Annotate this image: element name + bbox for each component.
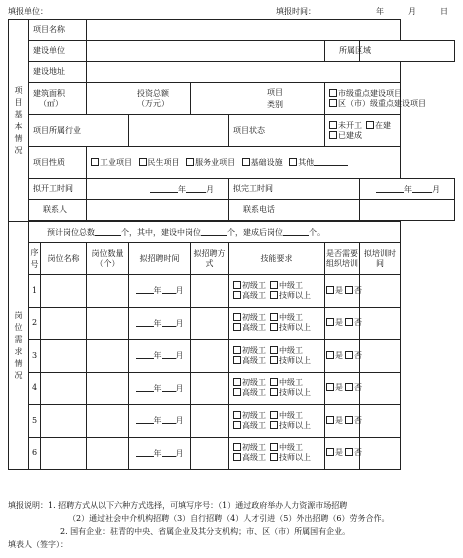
train-no-checkbox[interactable] bbox=[345, 318, 353, 326]
skill-senior-checkbox[interactable] bbox=[233, 421, 241, 429]
jobs-summary bbox=[29, 222, 401, 243]
recruit-month: 月 bbox=[175, 383, 184, 393]
skill-junior-label: 初级工 bbox=[242, 378, 266, 388]
skill-junior-label: 初级工 bbox=[242, 345, 266, 355]
job-count-field[interactable] bbox=[87, 275, 129, 308]
category-options bbox=[325, 83, 426, 115]
job-name-field[interactable] bbox=[41, 307, 87, 340]
nature-livelihood-checkbox[interactable] bbox=[139, 158, 147, 166]
train-no-checkbox[interactable] bbox=[345, 448, 353, 456]
building-jobs-field[interactable] bbox=[201, 227, 227, 236]
train-no-label: 否 bbox=[354, 448, 362, 458]
row-number: 5 bbox=[29, 405, 41, 438]
contact-label: 联系人 bbox=[29, 200, 87, 221]
basic-section-label: 项目基本情况 bbox=[9, 20, 29, 222]
job-name-field[interactable] bbox=[41, 437, 87, 470]
category-label: 项目类别 bbox=[191, 83, 325, 115]
train-time-field[interactable] bbox=[360, 405, 401, 438]
invest-label: 投资总额 bbox=[137, 88, 169, 98]
status-opt2-label: 在建 bbox=[375, 120, 391, 130]
skill-options bbox=[229, 307, 325, 340]
skill-tech-label: 技师以上 bbox=[279, 323, 311, 333]
recruit-month: 月 bbox=[175, 416, 184, 426]
skill-options bbox=[229, 275, 325, 308]
skill-tech-checkbox[interactable] bbox=[270, 323, 278, 331]
col-header-skill: 技能要求 bbox=[229, 243, 325, 275]
finish-time-field[interactable] bbox=[360, 179, 455, 200]
train-time-field[interactable] bbox=[360, 437, 401, 470]
skill-mid-label: 中级工 bbox=[279, 410, 303, 420]
skill-senior-label: 高级工 bbox=[242, 290, 266, 300]
fill-time-label: 填报时间： bbox=[276, 7, 316, 16]
start-year: 年 bbox=[178, 184, 186, 194]
train-no-checkbox[interactable] bbox=[345, 351, 353, 359]
train-options bbox=[325, 275, 360, 308]
job-demand-form bbox=[8, 19, 455, 470]
status-not-started-checkbox[interactable] bbox=[329, 121, 337, 129]
recruit-year: 年 bbox=[153, 351, 162, 361]
skill-tech-label: 技师以上 bbox=[279, 420, 311, 430]
nature-options bbox=[87, 147, 401, 179]
category-district-checkbox[interactable] bbox=[329, 99, 337, 107]
train-no-label: 否 bbox=[354, 285, 362, 295]
recruit-month: 月 bbox=[175, 286, 184, 296]
skill-junior-checkbox[interactable] bbox=[233, 313, 241, 321]
recruit-method-field[interactable] bbox=[191, 275, 229, 308]
job-row bbox=[9, 275, 455, 308]
industry-label: 项目所属行业 bbox=[29, 115, 129, 147]
skill-mid-label: 中级工 bbox=[279, 378, 303, 388]
recruit-time-field[interactable] bbox=[129, 372, 191, 405]
train-no-checkbox[interactable] bbox=[345, 416, 353, 424]
job-row bbox=[9, 340, 455, 373]
train-yes-label: 是 bbox=[335, 383, 343, 393]
skill-senior-checkbox[interactable] bbox=[233, 323, 241, 331]
recruit-time-field[interactable] bbox=[129, 405, 191, 438]
col-header-name: 岗位名称 bbox=[41, 243, 87, 275]
skill-mid-checkbox[interactable] bbox=[270, 281, 278, 289]
train-yes-checkbox[interactable] bbox=[326, 383, 334, 391]
skill-options bbox=[229, 340, 325, 373]
skill-mid-label: 中级工 bbox=[279, 280, 303, 290]
recruit-time-field[interactable] bbox=[129, 437, 191, 470]
job-name-field[interactable] bbox=[41, 340, 87, 373]
recruit-year: 年 bbox=[153, 448, 162, 458]
skill-tech-checkbox[interactable] bbox=[270, 388, 278, 396]
job-count-field[interactable] bbox=[87, 307, 129, 340]
header-year: 年 bbox=[376, 7, 384, 16]
nature-other-field[interactable] bbox=[314, 157, 348, 166]
skill-senior-checkbox[interactable] bbox=[233, 453, 241, 461]
nature-service-checkbox[interactable] bbox=[186, 158, 194, 166]
row-number: 1 bbox=[29, 275, 41, 308]
job-name-field[interactable] bbox=[41, 405, 87, 438]
skill-junior-label: 初级工 bbox=[242, 280, 266, 290]
category-city-checkbox[interactable] bbox=[329, 89, 337, 97]
finish-time-label: 拟完工时间 bbox=[229, 179, 360, 200]
train-yes-label: 是 bbox=[335, 448, 343, 458]
job-name-field[interactable] bbox=[41, 275, 87, 308]
train-time-field[interactable] bbox=[360, 307, 401, 340]
recruit-month: 月 bbox=[175, 351, 184, 361]
recruit-method-field[interactable] bbox=[191, 340, 229, 373]
phone-field[interactable] bbox=[360, 200, 455, 221]
skill-tech-checkbox[interactable] bbox=[270, 453, 278, 461]
address-field[interactable] bbox=[87, 62, 401, 83]
nature-opt-industry: 工业项目 bbox=[100, 158, 132, 167]
job-name-field[interactable] bbox=[41, 372, 87, 405]
skill-tech-checkbox[interactable] bbox=[270, 291, 278, 299]
train-options bbox=[325, 307, 360, 340]
nature-industry-checkbox[interactable] bbox=[91, 158, 99, 166]
train-no-checkbox[interactable] bbox=[345, 286, 353, 294]
skill-options bbox=[229, 405, 325, 438]
skill-options bbox=[229, 372, 325, 405]
skill-senior-label: 高级工 bbox=[242, 388, 266, 398]
skill-tech-checkbox[interactable] bbox=[270, 421, 278, 429]
recruit-time-field[interactable] bbox=[129, 340, 191, 373]
train-yes-checkbox[interactable] bbox=[326, 318, 334, 326]
nature-opt-service: 服务业项目 bbox=[195, 158, 236, 167]
train-options bbox=[325, 437, 360, 470]
train-no-label: 否 bbox=[354, 383, 362, 393]
notes-line2: （2）通过社会中介机构招聘（3）自行招聘（4）人才引进（5）外出招聘（6）劳务合作。 bbox=[68, 514, 390, 523]
skill-tech-label: 技师以上 bbox=[279, 290, 311, 300]
status-building-checkbox[interactable] bbox=[366, 121, 374, 129]
invest-unit: （万元） bbox=[137, 98, 169, 108]
skill-tech-label: 技师以上 bbox=[279, 355, 311, 365]
job-row bbox=[9, 372, 455, 405]
region-label: 所属区域 bbox=[325, 41, 360, 62]
finish-month: 月 bbox=[432, 184, 440, 194]
col-header-train-time: 拟培训时间 bbox=[360, 243, 401, 275]
address-label: 建设地址 bbox=[29, 62, 87, 83]
col-header-count: 岗位数量（个） bbox=[87, 243, 129, 275]
train-options bbox=[325, 372, 360, 405]
header-month: 月 bbox=[408, 7, 416, 16]
train-time-field[interactable] bbox=[360, 372, 401, 405]
finish-year: 年 bbox=[404, 184, 412, 194]
skill-junior-label: 初级工 bbox=[242, 443, 266, 453]
row-number: 2 bbox=[29, 307, 41, 340]
skill-junior-checkbox[interactable] bbox=[233, 378, 241, 386]
skill-senior-checkbox[interactable] bbox=[233, 356, 241, 364]
train-options bbox=[325, 340, 360, 373]
skill-senior-label: 高级工 bbox=[242, 355, 266, 365]
recruit-method-field[interactable] bbox=[191, 307, 229, 340]
area-label: 建筑面积 bbox=[33, 88, 65, 98]
job-row bbox=[9, 307, 455, 340]
category-opt2-label: 区（市）级重点建设项目 bbox=[338, 98, 426, 108]
skill-tech-checkbox[interactable] bbox=[270, 356, 278, 364]
build-unit-field[interactable] bbox=[87, 41, 325, 62]
start-time-field[interactable] bbox=[87, 179, 229, 200]
skill-mid-checkbox[interactable] bbox=[270, 411, 278, 419]
recruit-method-field[interactable] bbox=[191, 437, 229, 470]
skill-senior-checkbox[interactable] bbox=[233, 388, 241, 396]
train-time-field[interactable] bbox=[360, 275, 401, 308]
recruit-year: 年 bbox=[153, 383, 162, 393]
recruit-month: 月 bbox=[175, 318, 184, 328]
notes-line3: 2. 国有企业：驻青的中央、省属企业及其分支机构；市、区（市）所属国有企业。 bbox=[60, 527, 351, 536]
train-no-label: 否 bbox=[354, 318, 362, 328]
skill-mid-checkbox[interactable] bbox=[270, 313, 278, 321]
nature-opt-infra: 基础设施 bbox=[250, 158, 283, 167]
skill-options bbox=[229, 437, 325, 470]
status-options bbox=[325, 115, 401, 147]
build-unit-label: 建设单位 bbox=[29, 41, 87, 62]
skill-tech-label: 技师以上 bbox=[279, 388, 311, 398]
job-count-field[interactable] bbox=[87, 405, 129, 438]
job-count-field[interactable] bbox=[87, 437, 129, 470]
row-number: 3 bbox=[29, 340, 41, 373]
status-opt3-label: 已建成 bbox=[338, 130, 362, 140]
skill-mid-checkbox[interactable] bbox=[270, 378, 278, 386]
invest-cell[interactable] bbox=[87, 83, 191, 115]
notes-line1: 填报说明：1. 招聘方式从以下六种方式选择，可填写序号：（1）通过政府举办人力资源市场招聘 bbox=[8, 501, 348, 510]
train-yes-label: 是 bbox=[335, 318, 343, 328]
status-label: 项目状态 bbox=[229, 115, 325, 147]
job-count-field[interactable] bbox=[87, 340, 129, 373]
skill-junior-checkbox[interactable] bbox=[233, 443, 241, 451]
col-header-train: 是否需要组织培训 bbox=[325, 243, 360, 275]
status-completed-checkbox[interactable] bbox=[329, 131, 337, 139]
form-header bbox=[8, 6, 455, 18]
project-name-field[interactable] bbox=[87, 20, 401, 41]
recruit-year: 年 bbox=[153, 286, 162, 296]
train-yes-checkbox[interactable] bbox=[326, 286, 334, 294]
area-cell bbox=[29, 83, 87, 115]
after-jobs-field[interactable] bbox=[283, 227, 309, 236]
skill-junior-checkbox[interactable] bbox=[233, 411, 241, 419]
recruit-year: 年 bbox=[153, 318, 162, 328]
skill-junior-checkbox[interactable] bbox=[233, 281, 241, 289]
skill-mid-label: 中级工 bbox=[279, 345, 303, 355]
recruit-year: 年 bbox=[153, 416, 162, 426]
phone-label: 联系电话 bbox=[229, 200, 360, 221]
start-month: 月 bbox=[206, 184, 214, 194]
summary-building-label: 个，其中，建设中岗位 bbox=[121, 227, 201, 237]
skill-senior-label: 高级工 bbox=[242, 420, 266, 430]
skill-mid-label: 中级工 bbox=[279, 443, 303, 453]
train-yes-checkbox[interactable] bbox=[326, 351, 334, 359]
fill-unit-label: 填报单位： bbox=[8, 7, 48, 16]
summary-after-label: 个，建成后岗位 bbox=[227, 227, 283, 237]
row-number: 4 bbox=[29, 372, 41, 405]
total-jobs-field[interactable] bbox=[95, 227, 121, 236]
train-no-label: 否 bbox=[354, 415, 362, 425]
recruit-method-field[interactable] bbox=[191, 405, 229, 438]
jobs-section-label: 岗位需求情况 bbox=[9, 222, 29, 470]
job-row bbox=[9, 437, 455, 470]
train-yes-label: 是 bbox=[335, 350, 343, 360]
summary-total-label: 预计岗位总数 bbox=[47, 227, 95, 237]
col-header-method: 拟招聘方式 bbox=[191, 243, 229, 275]
train-time-field[interactable] bbox=[360, 340, 401, 373]
signer-label: 填表人（签字）： bbox=[8, 540, 68, 549]
region-field[interactable] bbox=[360, 41, 455, 62]
skill-tech-label: 技师以上 bbox=[279, 453, 311, 463]
skill-junior-checkbox[interactable] bbox=[233, 346, 241, 354]
fill-instructions bbox=[8, 499, 455, 551]
skill-senior-checkbox[interactable] bbox=[233, 291, 241, 299]
train-options bbox=[325, 405, 360, 438]
job-row bbox=[9, 405, 455, 438]
nature-other-checkbox[interactable] bbox=[289, 158, 297, 166]
train-yes-checkbox[interactable] bbox=[326, 416, 334, 424]
skill-mid-label: 中级工 bbox=[279, 313, 303, 323]
train-yes-label: 是 bbox=[335, 285, 343, 295]
nature-infra-checkbox[interactable] bbox=[242, 158, 250, 166]
job-count-field[interactable] bbox=[87, 372, 129, 405]
recruit-time-field[interactable] bbox=[129, 275, 191, 308]
industry-field[interactable] bbox=[129, 115, 229, 147]
col-header-no: 序号 bbox=[29, 243, 41, 275]
recruit-month: 月 bbox=[175, 448, 184, 458]
skill-junior-label: 初级工 bbox=[242, 313, 266, 323]
col-header-time: 拟招聘时间 bbox=[129, 243, 191, 275]
contact-field[interactable] bbox=[87, 200, 229, 221]
train-no-checkbox[interactable] bbox=[345, 383, 353, 391]
status-opt1-label: 未开工 bbox=[338, 120, 362, 130]
recruit-method-field[interactable] bbox=[191, 372, 229, 405]
train-yes-label: 是 bbox=[335, 415, 343, 425]
category-opt1-label: 市级重点建设项目 bbox=[338, 88, 402, 98]
nature-label: 项目性质 bbox=[29, 147, 87, 179]
skill-senior-label: 高级工 bbox=[242, 323, 266, 333]
nature-opt-livelihood: 民生项目 bbox=[147, 158, 180, 167]
summary-end: 个。 bbox=[309, 227, 325, 237]
skill-mid-checkbox[interactable] bbox=[270, 346, 278, 354]
header-day: 日 bbox=[440, 7, 448, 16]
train-yes-checkbox[interactable] bbox=[326, 448, 334, 456]
area-unit: （㎡） bbox=[39, 98, 63, 108]
project-name-label: 项目名称 bbox=[29, 20, 87, 41]
train-no-label: 否 bbox=[354, 350, 362, 360]
skill-mid-checkbox[interactable] bbox=[270, 443, 278, 451]
row-number: 6 bbox=[29, 437, 41, 470]
nature-opt-other: 其他 bbox=[298, 158, 315, 167]
start-time-label: 拟开工时间 bbox=[29, 179, 87, 200]
skill-junior-label: 初级工 bbox=[242, 410, 266, 420]
recruit-time-field[interactable] bbox=[129, 307, 191, 340]
skill-senior-label: 高级工 bbox=[242, 453, 266, 463]
